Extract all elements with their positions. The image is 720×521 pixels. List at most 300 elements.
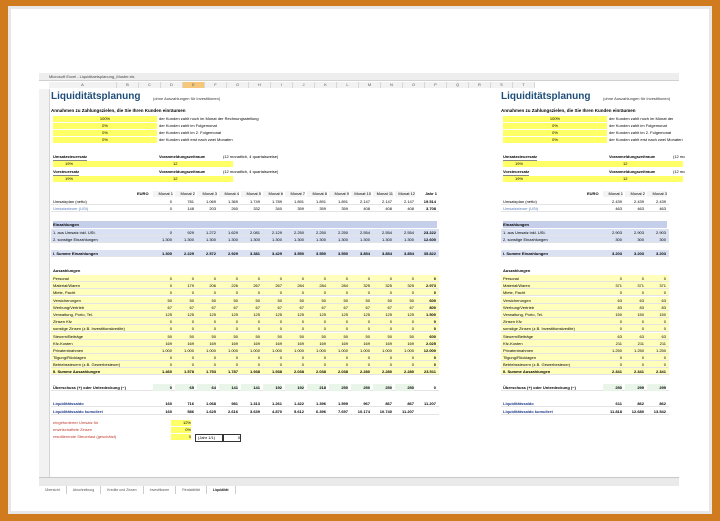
value-cell[interactable]: 0 [663,319,666,325]
value-cell[interactable]: 1.369 [227,199,238,204]
value-cell[interactable]: 0 [411,326,414,332]
value-cell[interactable]: 169 [209,340,216,346]
value-cell[interactable]: 0 [411,362,414,368]
value-cell[interactable]: 67 [167,304,172,310]
value-cell[interactable]: 50 [167,333,172,339]
value-cell[interactable]: 0 [641,355,644,361]
assumption-percent[interactable]: 0% [53,137,157,143]
value-cell[interactable]: 463 [615,206,622,211]
value-cell[interactable]: 218 [307,384,326,391]
value-cell[interactable]: 0 [301,276,304,281]
column-header[interactable]: I [271,82,293,88]
value-cell[interactable]: 0 [389,326,392,332]
value-cell[interactable]: 0 [169,355,172,361]
value-cell[interactable]: 3.854 [381,251,392,256]
assumption-percent[interactable]: 100% [503,116,607,122]
value-cell[interactable]: 2.439 [633,199,644,204]
value-cell[interactable]: 0 [191,276,194,281]
value-cell[interactable]: 67 [343,304,348,310]
value-cell[interactable]: 2.147 [403,199,414,204]
value-cell[interactable]: 0 [301,355,304,361]
value-cell[interactable]: 0 [367,355,370,361]
value-cell[interactable]: 0 [279,362,282,368]
value-cell[interactable]: 0 [663,276,666,281]
value-cell[interactable]: 1.300 [205,237,216,242]
value-cell[interactable]: 0 [663,290,666,296]
value-cell[interactable]: 10.174 [357,409,370,414]
value-cell[interactable]: 3.203 [655,251,666,256]
value-cell[interactable]: 125 [341,312,348,317]
value-cell[interactable]: 1.000 [271,348,282,353]
value-cell[interactable]: 2.554 [381,230,392,235]
value-cell[interactable]: 3.203 [633,251,644,256]
value-cell[interactable]: 0 [235,319,238,325]
footer-extra-value[interactable]: 0 [223,434,241,442]
value-cell[interactable]: 67 [365,304,370,310]
value-cell[interactable]: 125 [297,312,304,317]
value-cell[interactable]: 1.787 [227,369,238,374]
value-cell[interactable]: 0 [169,319,172,325]
value-cell[interactable]: 1.300 [315,237,326,242]
value-cell[interactable]: 211 [659,340,666,346]
value-cell[interactable]: 299 [625,384,644,391]
value-cell[interactable]: 67 [409,304,414,310]
value-cell[interactable]: 0 [641,326,644,332]
value-cell[interactable]: 50 [211,297,216,303]
value-cell[interactable]: 0 [301,290,304,296]
tax-rate-value[interactable]: 19% [53,176,163,182]
value-cell[interactable]: 67 [189,304,194,310]
value-cell[interactable]: 3.429 [271,251,282,256]
value-cell[interactable]: 284 [297,283,304,289]
value-cell[interactable]: 0 [213,362,216,368]
value-cell[interactable]: 267 [253,283,260,289]
value-cell[interactable]: 1.000 [315,348,326,353]
value-cell[interactable]: 0 [389,362,392,368]
value-cell[interactable]: 3.639 [249,409,260,414]
column-header[interactable]: J [293,82,315,88]
value-cell[interactable]: 211 [615,340,622,346]
value-cell[interactable]: 0 [257,319,260,325]
value-cell[interactable]: 63 [617,297,622,303]
value-cell[interactable]: 226 [231,283,238,289]
column-header[interactable]: C [139,82,161,88]
value-cell[interactable]: 125 [407,312,414,317]
value-cell[interactable]: 1.891 [315,199,326,204]
value-cell[interactable]: 125 [363,312,370,317]
value-cell[interactable]: 2.280 [359,369,370,374]
value-cell[interactable]: 0 [301,319,304,325]
value-cell[interactable]: 0 [213,290,216,296]
value-cell[interactable]: 2.038 [293,369,304,374]
value-cell[interactable]: 12.680 [631,409,644,414]
column-header[interactable]: B [117,82,139,88]
value-cell[interactable]: 0 [257,290,260,296]
value-cell[interactable]: 211 [637,340,644,346]
period-value[interactable]: 12 [159,161,233,167]
value-cell[interactable]: 0 [301,326,304,332]
value-cell[interactable]: 2.554 [403,230,414,235]
value-cell[interactable]: 0 [345,290,348,296]
column-header[interactable]: F [205,82,227,88]
value-cell[interactable]: 332 [253,206,260,211]
value-cell[interactable]: 206 [209,283,216,289]
value-cell[interactable]: 50 [343,297,348,303]
value-cell[interactable]: 63 [661,297,666,303]
value-cell[interactable]: 3.854 [359,251,370,256]
value-cell[interactable]: 0 [323,326,326,332]
footer-value[interactable]: 12% [171,420,191,426]
value-cell[interactable]: 0 [411,290,414,296]
value-cell[interactable]: 1.000 [337,348,348,353]
value-cell[interactable]: 63 [661,333,666,339]
value-cell[interactable]: 0 [411,355,414,361]
column-header[interactable]: L [337,82,359,88]
value-cell[interactable]: 0 [619,355,622,361]
value-cell[interactable]: 0 [169,283,172,289]
value-cell[interactable]: 0 [257,276,260,281]
value-cell[interactable]: 50 [277,333,282,339]
footer-value[interactable]: 0% [171,427,191,433]
value-cell[interactable]: 63 [617,333,622,339]
column-header[interactable]: N [381,82,403,88]
value-cell[interactable]: 6.396 [315,409,326,414]
value-cell[interactable]: 169 [385,340,392,346]
value-cell[interactable]: 1.300 [249,237,260,242]
value-cell[interactable]: 5.612 [293,409,304,414]
value-cell[interactable]: 3.381 [249,251,260,256]
value-cell[interactable]: 325 [407,283,414,289]
value-cell[interactable]: 50 [299,333,304,339]
value-cell[interactable]: 2.038 [337,369,348,374]
value-cell[interactable]: 0 [257,355,260,361]
value-cell[interactable]: 192 [285,384,304,391]
value-cell[interactable]: 1.069 [205,199,216,204]
value-cell[interactable]: 359 [319,206,326,211]
value-cell[interactable]: 0 [153,384,172,391]
value-cell[interactable]: 300 [637,237,644,242]
value-cell[interactable]: 611 [615,401,622,406]
sheet-tab[interactable]: Rentabilität [176,486,207,494]
value-cell[interactable]: 125 [231,312,238,317]
value-cell[interactable]: 1.000 [183,348,194,353]
value-cell[interactable]: 169 [253,340,260,346]
value-cell[interactable]: 0 [191,290,194,296]
value-cell[interactable]: 0 [619,290,622,296]
value-cell[interactable]: 0 [663,326,666,332]
value-cell[interactable]: 67 [321,304,326,310]
value-cell[interactable]: 1.599 [337,401,348,406]
value-cell[interactable]: 2.341 [611,369,622,374]
value-cell[interactable]: 0 [345,362,348,368]
column-header[interactable]: A [49,82,117,88]
value-cell[interactable]: 716 [187,401,194,406]
column-header[interactable]: E [183,82,205,88]
value-cell[interactable]: 300 [615,237,622,242]
value-cell[interactable]: 50 [365,333,370,339]
value-cell[interactable]: 284 [341,283,348,289]
value-cell[interactable]: 0 [169,326,172,332]
value-cell[interactable]: 1.300 [183,237,194,242]
value-cell[interactable]: 260 [231,206,238,211]
value-cell[interactable]: 11.207 [401,409,414,414]
value-cell[interactable]: 0 [619,326,622,332]
period-value[interactable]: 12 [159,176,233,182]
value-cell[interactable]: 0 [169,276,172,281]
value-cell[interactable]: 1.000 [161,348,172,353]
value-cell[interactable]: 1.749 [249,199,260,204]
value-cell[interactable]: 0 [279,290,282,296]
value-cell[interactable]: 862 [659,401,666,406]
value-cell[interactable]: 1.300 [161,237,172,242]
column-header[interactable]: Q [447,82,469,88]
value-cell[interactable]: 150 [615,312,622,317]
value-cell[interactable]: 2.439 [611,199,622,204]
value-cell[interactable]: 0 [367,319,370,325]
value-cell[interactable]: 0 [323,276,326,281]
assumption-percent[interactable]: 0% [53,123,157,129]
value-cell[interactable]: 0 [235,326,238,332]
value-cell[interactable]: 125 [385,312,392,317]
value-cell[interactable]: 0 [641,319,644,325]
value-cell[interactable]: 1.300 [359,237,370,242]
value-cell[interactable]: 408 [385,206,392,211]
value-cell[interactable]: 50 [343,333,348,339]
value-cell[interactable]: 1.000 [249,348,260,353]
column-header[interactable]: M [359,82,381,88]
value-cell[interactable]: 0 [367,290,370,296]
tax-rate-value[interactable]: 19% [53,161,163,167]
value-cell[interactable]: 50 [167,297,172,303]
value-cell[interactable]: 169 [341,340,348,346]
value-cell[interactable]: 0 [279,276,282,281]
period-value[interactable]: 12 [609,161,683,167]
column-header[interactable]: R [469,82,491,88]
column-header[interactable]: O [403,82,425,88]
value-cell[interactable]: 50 [299,297,304,303]
value-cell[interactable]: 50 [255,333,260,339]
value-cell[interactable]: 0 [213,326,216,332]
column-header[interactable]: T [513,82,535,88]
value-cell[interactable]: 169 [165,340,172,346]
value-cell[interactable]: 2.147 [359,199,370,204]
value-cell[interactable]: 50 [409,297,414,303]
value-cell[interactable]: 2.616 [227,409,238,414]
value-cell[interactable]: 50 [387,333,392,339]
value-cell[interactable]: 1.578 [183,369,194,374]
value-cell[interactable]: 141 [241,384,260,391]
value-cell[interactable]: 1.261 [271,401,282,406]
assumption-percent[interactable]: 0% [503,137,607,143]
value-cell[interactable]: 1.938 [249,369,260,374]
value-cell[interactable]: 1.300 [381,237,392,242]
value-cell[interactable]: 125 [275,312,282,317]
value-cell[interactable]: 0 [345,326,348,332]
value-cell[interactable]: 1.000 [403,348,414,353]
value-cell[interactable]: 867 [385,401,392,406]
value-cell[interactable]: 250 [351,384,370,391]
value-cell[interactable]: 781 [187,199,194,204]
value-cell[interactable]: 3.550 [293,251,304,256]
value-cell[interactable]: 169 [297,340,304,346]
value-cell[interactable]: 0 [257,362,260,368]
value-cell[interactable]: 2.439 [655,199,666,204]
value-cell[interactable]: 160 [165,409,172,414]
value-cell[interactable]: 0 [345,276,348,281]
value-cell[interactable]: 2.081 [249,230,260,235]
value-cell[interactable]: 2.129 [271,230,282,235]
value-cell[interactable]: 463 [659,206,666,211]
value-cell[interactable]: 203 [209,206,216,211]
value-cell[interactable]: 0 [169,206,172,211]
value-cell[interactable]: 7.697 [337,409,348,414]
value-cell[interactable]: 359 [297,206,304,211]
value-cell[interactable]: 83 [639,304,644,310]
value-cell[interactable]: 50 [321,333,326,339]
value-cell[interactable]: 2.229 [183,251,194,256]
column-header[interactable]: P [425,82,447,88]
value-cell[interactable]: 10.740 [379,409,392,414]
sheet-tab[interactable]: Kredite und Zinsen [101,486,143,494]
column-header[interactable]: H [249,82,271,88]
sheet-tab[interactable]: Liquidität [207,486,236,494]
value-cell[interactable]: 250 [395,384,414,391]
value-cell[interactable]: 179 [187,283,194,289]
value-cell[interactable]: 11.818 [609,409,622,414]
value-cell[interactable]: 2.038 [315,369,326,374]
value-cell[interactable]: 169 [407,340,414,346]
value-cell[interactable]: 192 [263,384,282,391]
value-cell[interactable]: 1.000 [293,348,304,353]
value-cell[interactable]: 0 [169,362,172,368]
value-cell[interactable]: 1.000 [381,348,392,353]
value-cell[interactable]: 0 [301,362,304,368]
value-cell[interactable]: 340 [275,206,282,211]
assumption-percent[interactable]: 100% [53,116,157,122]
value-cell[interactable]: 169 [363,340,370,346]
value-cell[interactable]: 1.625 [205,409,216,414]
value-cell[interactable]: 0 [235,355,238,361]
value-cell[interactable]: 0 [389,355,392,361]
value-cell[interactable]: 1.300 [337,237,348,242]
value-cell[interactable]: 0 [279,319,282,325]
value-cell[interactable]: 150 [659,312,666,317]
value-cell[interactable]: 0 [367,326,370,332]
value-cell[interactable]: 0 [619,276,622,281]
value-cell[interactable]: 463 [637,206,644,211]
value-cell[interactable]: 3.203 [611,251,622,256]
value-cell[interactable]: 2.250 [293,230,304,235]
value-cell[interactable]: 67 [255,304,260,310]
value-cell[interactable]: 0 [323,355,326,361]
value-cell[interactable]: 1.250 [655,348,666,353]
value-cell[interactable]: 65 [175,384,194,391]
value-cell[interactable]: 2.572 [205,251,216,256]
value-cell[interactable]: 3.550 [337,251,348,256]
value-cell[interactable]: 0 [389,276,392,281]
value-cell[interactable]: 169 [231,340,238,346]
value-cell[interactable]: 0 [389,319,392,325]
value-cell[interactable]: 1.000 [205,348,216,353]
value-cell[interactable]: 1.250 [611,348,622,353]
value-cell[interactable]: 169 [187,340,194,346]
value-cell[interactable]: 2.280 [381,369,392,374]
value-cell[interactable]: 2.250 [315,230,326,235]
value-cell[interactable]: 408 [363,206,370,211]
value-cell[interactable]: 0 [367,362,370,368]
value-cell[interactable]: 3.854 [403,251,414,256]
value-cell[interactable]: 50 [233,333,238,339]
assumption-percent[interactable]: 0% [53,130,157,136]
value-cell[interactable]: 929 [187,230,194,235]
value-cell[interactable]: 50 [409,333,414,339]
value-cell[interactable]: 0 [191,362,194,368]
value-cell[interactable]: 1.422 [293,401,304,406]
value-cell[interactable]: 2.903 [611,230,622,235]
sheet-tab[interactable]: Übersicht [39,486,67,494]
value-cell[interactable]: 63 [639,333,644,339]
value-cell[interactable]: 0 [619,319,622,325]
value-cell[interactable]: 150 [637,312,644,317]
value-cell[interactable]: 1.753 [205,369,216,374]
value-cell[interactable]: 50 [321,297,326,303]
value-cell[interactable]: 0 [279,355,282,361]
value-cell[interactable]: 862 [637,401,644,406]
value-cell[interactable]: 169 [319,340,326,346]
value-cell[interactable]: 1.891 [293,199,304,204]
period-value[interactable]: 12 [609,176,683,182]
value-cell[interactable]: 2.554 [359,230,370,235]
value-cell[interactable]: 371 [637,283,644,289]
value-cell[interactable]: 1.000 [227,348,238,353]
value-cell[interactable]: 67 [299,304,304,310]
value-cell[interactable]: 13.542 [653,409,666,414]
column-header[interactable]: D [161,82,183,88]
value-cell[interactable]: 0 [191,326,194,332]
value-cell[interactable]: 125 [319,312,326,317]
value-cell[interactable]: 0 [213,319,216,325]
value-cell[interactable]: 67 [211,304,216,310]
value-cell[interactable]: 1.300 [271,237,282,242]
value-cell[interactable]: 1.396 [315,401,326,406]
value-cell[interactable]: 50 [365,297,370,303]
value-cell[interactable]: 325 [385,283,392,289]
value-cell[interactable]: 50 [277,297,282,303]
value-cell[interactable]: 0 [169,290,172,296]
value-cell[interactable]: 50 [211,333,216,339]
value-cell[interactable]: 371 [659,283,666,289]
value-cell[interactable]: 2.280 [403,369,414,374]
value-cell[interactable]: 981 [231,401,238,406]
value-cell[interactable]: 50 [189,297,194,303]
value-cell[interactable]: 0 [323,290,326,296]
value-cell[interactable]: 125 [209,312,216,317]
value-cell[interactable]: 160 [165,401,172,406]
value-cell[interactable]: 0 [235,362,238,368]
value-cell[interactable]: 408 [407,206,414,211]
value-cell[interactable]: 0 [257,326,260,332]
value-cell[interactable]: 0 [191,355,194,361]
value-cell[interactable]: 1.891 [337,199,348,204]
sheet-tab[interactable]: Abschreibung [67,486,101,494]
value-cell[interactable]: 2.341 [655,369,666,374]
assumption-percent[interactable]: 0% [503,130,607,136]
value-cell[interactable]: 0 [663,362,666,368]
value-cell[interactable]: 2.903 [633,230,644,235]
value-cell[interactable]: 1.000 [359,348,370,353]
value-cell[interactable]: 1.789 [271,199,282,204]
value-cell[interactable]: 67 [387,304,392,310]
